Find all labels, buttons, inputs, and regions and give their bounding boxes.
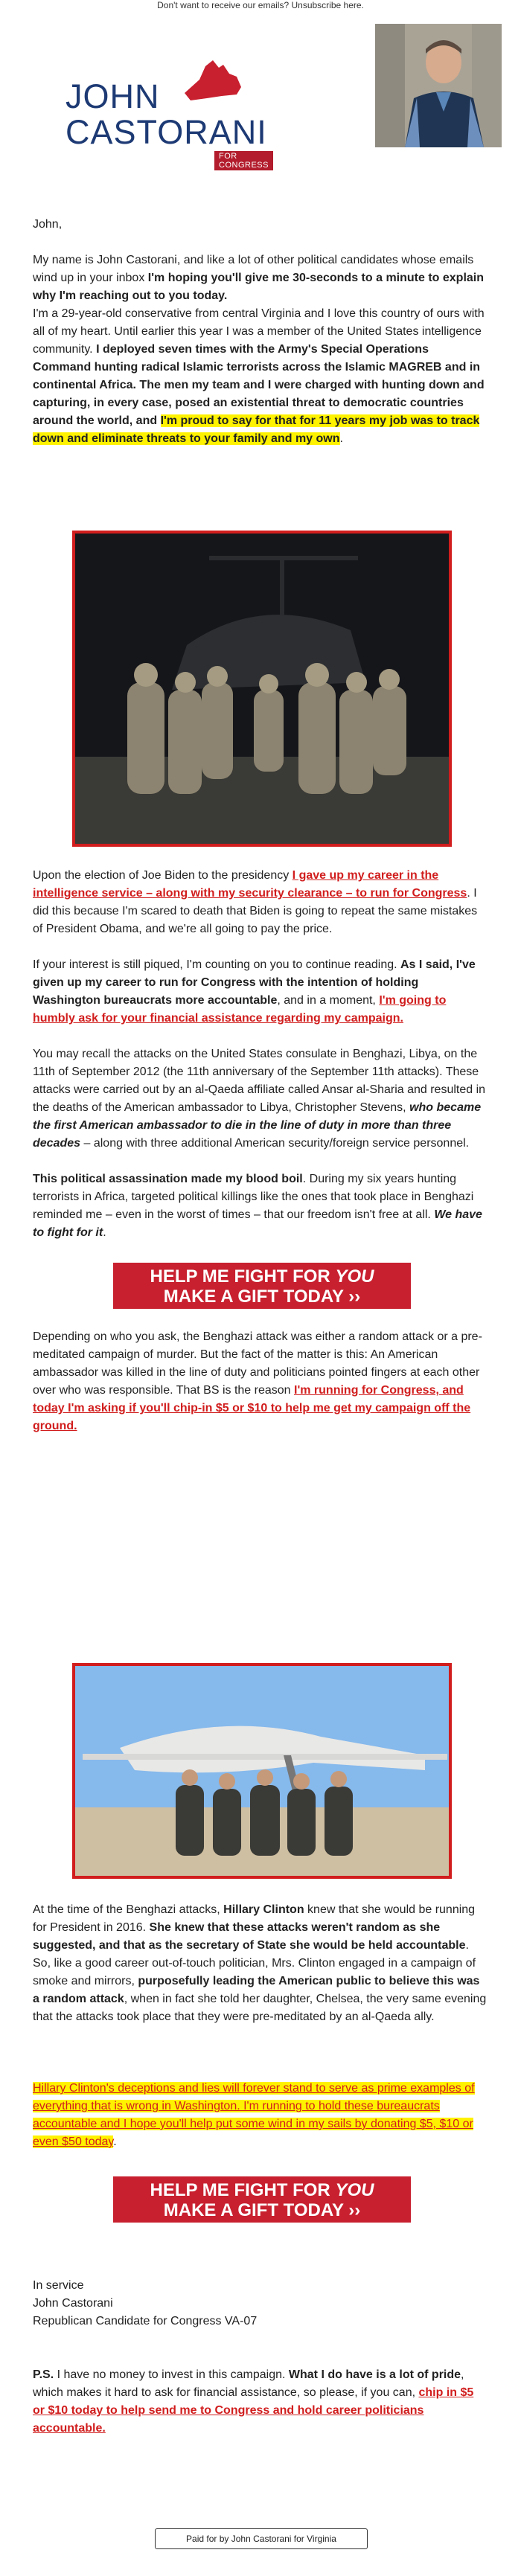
deceptions-paragraph: Hillary Clinton's deceptions and lies will forever stand to serve as prime examples of everything that is wrong in Washington. I'm running to hold these bureaucrats accountable and I hope you'll help put some wind in my sails by donating $5, $10 or even $50 today. [33, 2082, 475, 2148]
drone-team-photo [72, 1663, 452, 1879]
financial-assistance-link[interactable]: I'm going to humbly ask for your financial assistance regarding my campaign. [33, 994, 447, 1025]
biden-paragraph: Upon the election of Joe Biden to the presidency I gave up my career in the intelligence service – along with my security clearance – to run for Congress. I did this because I'm scared to death that Biden is going to repeat the same mistakes of President Obama, and we're all going to pay the price. [33, 869, 478, 935]
candidate-headshot [375, 24, 502, 147]
logo-last-name: CASTORANI [65, 113, 267, 151]
soldiers-night-photo [72, 531, 452, 847]
clinton-paragraph: At the time of the Benghazi attacks, Hillary Clinton knew that she would be running for President in 2016. She knew that these attacks weren't random as she suggested, and that as the secretary of State she would be held accountable. So, like a good career out-of-touch politician, Mrs. Clinton engaged in a campaign of smoke and mirrors, purposefully leading the American public to believe this was a random attack, when in fact she told her daughter, Chelsea, the very same evening that the attacks took place that they were pre-meditated by an al-Qaeda ally. [33, 1903, 487, 2023]
bio-paragraph: I'm a 29-year-old conservative from central Virginia and I love this country of ours with all of my heart. Until earlier this year I was a member of the United States intelligence community. I deployed seven times with the Army's Special Operations Command hunting radical Islamic terrorists across the Islamic MAGREB and in continental Africa. The men my team and I were charged with hunting down and capturing, in every case, posed an existential threat to democratic countries around the world, and I'm proud to say for that for 11 years my job was to track down and eliminate threats to your family and my own. [33, 307, 485, 445]
donate-button-2[interactable]: HELP ME FIGHT FOR YOU MAKE A GIFT TODAY ›› [113, 2176, 411, 2223]
benghazi-paragraph: You may recall the attacks on the United States consulate in Benghazi, Libya, on the 11th of September 2012 (the 11th anniversary of the September 11th attacks). These attacks were carried out by an al-Qaeda affiliate called Ansar al-Sharia and resulted in the deaths of the American ambassador to Libya, Christopher Stevens, who became the first American ambassador to die in the line of duty in more than three decades – along with three additional American security/foreign service personnel. [33, 1048, 486, 1150]
deceptions-link[interactable]: Hillary Clinton's deceptions and lies will forever stand to serve as prime examples of everything that is wrong in Washington. I'm running to hold these bureaucrats accountable and I hope you'll help put some wind in my sails by donating $5, $10 or even $50 today [33, 2082, 475, 2148]
virginia-map-icon [177, 57, 244, 103]
intro-paragraph: My name is John Castorani, and like a lot of other political candidates whose emails wind up in your inbox I'm hoping you'll give me 30-seconds to a minute to explain why I'm reaching out to you today. [33, 254, 485, 302]
signoff-line1: In service [33, 2279, 84, 2292]
logo-first-name: JOHN [65, 77, 160, 115]
interest-paragraph: If your interest is still piqued, I'm counting on you to continue reading. As I said, I've given up my career to run for Congress with the intention of holding Washington bureaucrats more accountable, and in a moment, I'm going to humbly ask for your financial assistance regarding my campaign. [33, 958, 476, 1025]
email-header [0, 24, 521, 170]
campaign-logo [65, 57, 269, 170]
blood-boil-paragraph: This political assassination made my blood boil. During my six years hunting terrorists in Africa, targeted political killings like the ones that took place in Benghazi reminded me – even in the worst of times – that our freedom isn't free at all. We have to fight for it. [33, 1173, 482, 1239]
depending-paragraph: Depending on who you ask, the Benghazi attack was either a random attack or a pre-meditated campaign of murder. But the fact of the matter is this: An American ambassador was killed in the line of duty and politicians pointed fingers at each other over who was responsible. That BS is the reason I'm running for Congress, and today I'm asking if you'll chip-in $5 or $10 to help me get my campaign off the ground. [33, 1330, 482, 1432]
ps-chip-in-link[interactable]: chip in $5 or $10 today to help send me to Congress and hold career politicians accountable. [33, 2386, 474, 2435]
ps-paragraph: P.S. I have no money to invest in this campaign. What I do have is a lot of pride, which makes it hard to ask for financial assistance, so please, if you can, chip in $5 or $10 today to help send me to Congress and hold career politicians accountable. [33, 2368, 474, 2435]
unsubscribe-link[interactable]: Don't want to receive our emails? Unsubscribe here. [157, 0, 364, 10]
greeting: John, [33, 218, 63, 231]
signoff-name: John Castorani [33, 2297, 113, 2310]
chip-in-link[interactable]: I'm running for Congress, and today I'm asking if you'll chip-in $5 or $10 to help me get my campaign off the ground. [33, 1384, 471, 1432]
career-link[interactable]: I gave up my career in the intelligence service – along with my security clearance – to run for Congress [33, 869, 467, 900]
signoff [33, 2277, 488, 2330]
logo-tagline: FOR CONGRESS [214, 151, 273, 170]
signoff-title: Republican Candidate for Congress VA-07 [33, 2315, 258, 2327]
donate-button[interactable]: HELP ME FIGHT FOR YOU MAKE A GIFT TODAY ›› [113, 1263, 411, 1309]
paid-for-disclaimer: Paid for by John Castorani for Virginia [155, 2528, 368, 2549]
